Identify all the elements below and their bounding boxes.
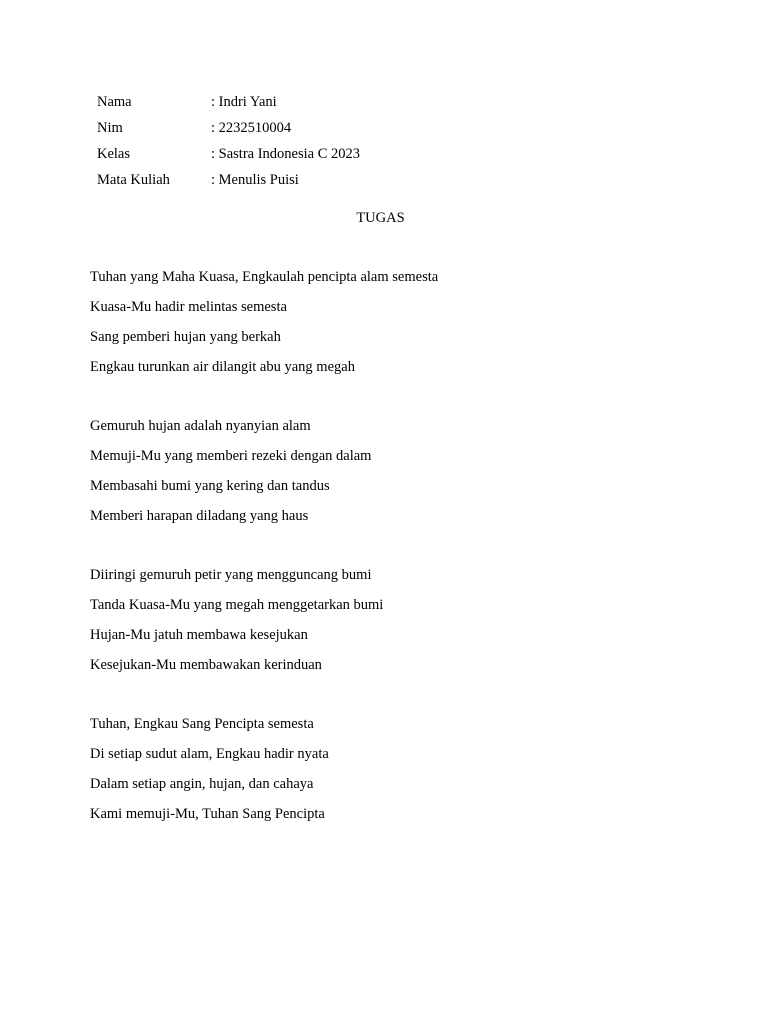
identity-row-mata-kuliah <box>97 170 360 196</box>
poem-line: Kuasa-Mu hadir melintas semesta <box>90 299 287 315</box>
identity-label: Kelas <box>97 146 131 162</box>
identity-value: : Sastra Indonesia C 2023 <box>211 146 361 162</box>
poem-line: Dalam setiap angin, hujan, dan cahaya <box>90 776 314 792</box>
poem-line: Tanda Kuasa-Mu yang megah menggetarkan bumi <box>90 597 384 613</box>
identity-label: Mata Kuliah <box>97 172 170 188</box>
poem-line: Diiringi gemuruh petir yang mengguncang bumi <box>90 567 372 583</box>
identity-value: : Indri Yani <box>211 94 277 110</box>
identity-row-nama <box>97 92 360 118</box>
poem-line: Engkau turunkan air dilangit abu yang megah <box>90 359 355 375</box>
poem <box>90 267 438 863</box>
poem-line: Kesejukan-Mu membawakan kerinduan <box>90 657 322 673</box>
poem-line: Tuhan, Engkau Sang Pencipta semesta <box>90 716 314 732</box>
identity-value: : Menulis Puisi <box>211 172 299 188</box>
poem-line: Memuji-Mu yang memberi rezeki dengan dalam <box>90 448 372 464</box>
poem-line: Tuhan yang Maha Kuasa, Engkaulah pencipta alam semesta <box>90 269 439 285</box>
poem-line: Di setiap sudut alam, Engkau hadir nyata <box>90 746 329 762</box>
identity-table <box>97 92 360 196</box>
identity-row-kelas <box>97 144 360 170</box>
identity-label: Nim <box>97 120 123 136</box>
poem-line: Kami memuji-Mu, Tuhan Sang Pencipta <box>90 806 325 822</box>
poem-stanza-4 <box>90 714 438 834</box>
poem-line: Gemuruh hujan adalah nyanyian alam <box>90 418 311 434</box>
identity-row-nim <box>97 118 360 144</box>
identity-label: Nama <box>97 94 132 110</box>
identity-value: : 2232510004 <box>211 120 292 136</box>
poem-stanza-1 <box>90 267 438 387</box>
document-title: TUGAS <box>356 210 405 226</box>
poem-line: Membasahi bumi yang kering dan tandus <box>90 478 330 494</box>
poem-stanza-2 <box>90 416 438 536</box>
poem-line: Memberi harapan diladang yang haus <box>90 508 309 524</box>
poem-line: Sang pemberi hujan yang berkah <box>90 329 281 345</box>
poem-stanza-3 <box>90 565 438 685</box>
poem-line: Hujan-Mu jatuh membawa kesejukan <box>90 627 308 643</box>
